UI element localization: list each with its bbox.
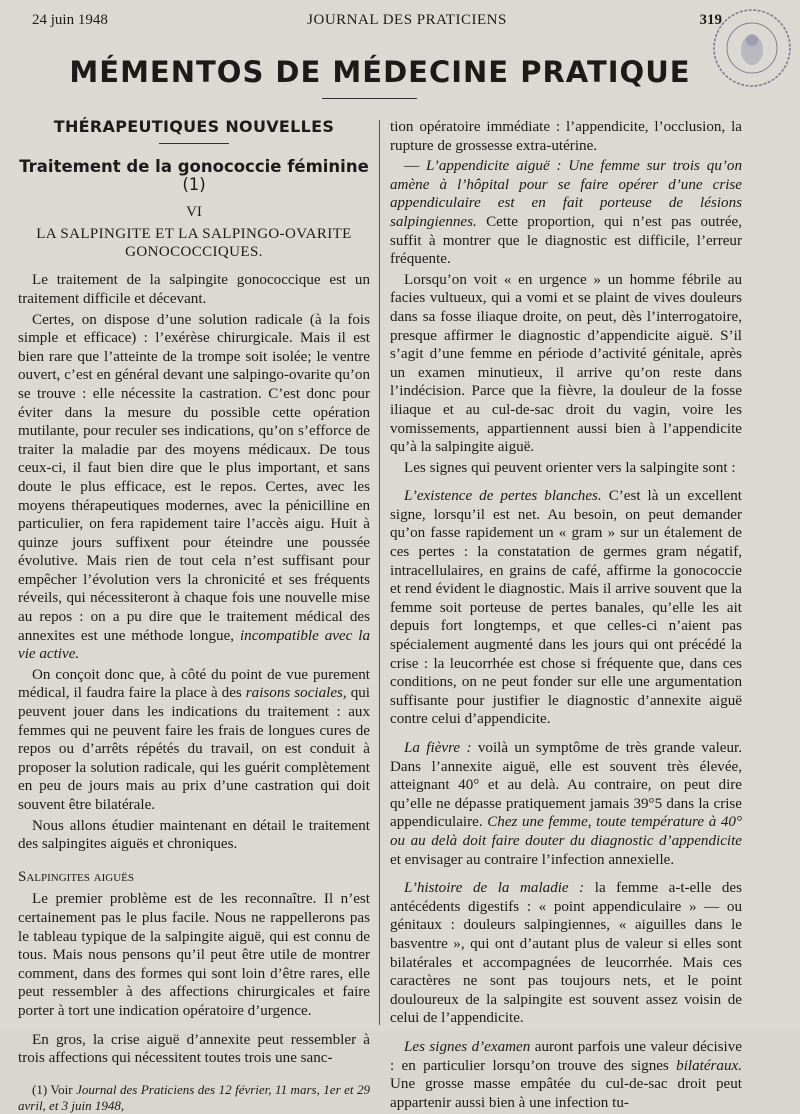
emphasis: Les signes d’examen bbox=[404, 1038, 531, 1055]
left-column bbox=[18, 118, 370, 1114]
section-heading: THÉRAPEUTIQUES NOUVELLES bbox=[53, 117, 335, 136]
paragraph: La fièvre : voilà un symptôme de très grande valeur. Dans l’annexite aiguë, elle est souvent très élevée, atteignant 40° et au delà. Au contraire, on peut dire qu’elle ne dépasse pratiquement jamais 39°5 dans la crise appendiculaire. Chez une femme, toute température à 40° ou au delà doit faire douter du diagnostic d’appendicite et envisager au contraire l’infection annexielle. bbox=[390, 740, 742, 868]
article-title bbox=[18, 158, 370, 195]
paragraph: Nous allons étudier maintenant en détail le traitement des salpingites aiguës et chroniques. bbox=[18, 817, 370, 853]
emphasis: La fièvre : bbox=[404, 740, 472, 756]
paragraph: Lorsqu’on voit « en urgence » un homme fébrile au facies vultueux, qui a vomi et se plaint de vives douleurs dans sa fosse iliaque droite, on peut, dès l’interrogatoire, presque affirmer le diagnostic d’appendicite aiguë. S’il s’agit d’une femme en période d’activité génitale, après un examen minutieux, il arrive qu’on reste dans l’indécision. Parce que la fièvre, la douleur de la fosse iliaque et au cul-de-sac droit du vagin, voire les vomissements, appartiennent aussi bien à l’appendicite qu’à la salpingite aiguë. bbox=[390, 271, 742, 456]
paragraph: Les signes qui peuvent orienter vers la salpingite sont : bbox=[404, 459, 736, 476]
title-rule bbox=[322, 98, 417, 99]
running-head bbox=[32, 12, 782, 34]
paragraph: Le premier problème est de les reconnaître. Il n’est certainement pas le plus facile. Nous ne rappellerons pas le tableau typique de la salpingite aiguë, qui est connu de tous. Mais nous pensons qu’il peut être utile de montrer comment, dans des formes qui sont loin d’être rares, elle peut ressembler à des affections chirurgicales et faire porter à tort une indication opératoire d’urgence. bbox=[18, 891, 370, 1019]
chapter-number: VI bbox=[186, 203, 202, 220]
paragraph: L’existence de pertes blanches. C’est là un excellent signe, lorsqu’il est net. Au besoin, on peut demander qu’on fasse rapidement un « gram » sur un étalement de ces pertes : la constatation de germes gram négatif, intracellulaires, en grains de café, affirme la gonococcie et rend évident le diagnostic. Mais il arrive souvent que la femme soit porteuse de pertes banales, qu’elle les ait depuis fort longtemps, et que celles-ci n’aient pas spécialement augmenté dans les jours qui ont précédé la crise : la leucorrhée est chose si fréquente que, dans ces conditions, on ne peut fonder sur elle une argumentation suffisante pour justifier le diagnostic d’annexite aiguë contre celui d’appendicite. bbox=[390, 488, 742, 728]
article-title-text: Traitement de la gonococcie féminine bbox=[19, 156, 369, 176]
paragraph: Certes, on dispose d’une solution radicale (à la fois simple et efficace) : l’exérèse chirurgicale. Mais il est bien rare que l’atteinte de la trompe soit isolée; le ventre ouvert, c’est en général devant une salpingo-ovarite qu’on se trouve : elle nécessite la castration. C’est donc pour éviter dans la mesure du possible cette opération mutilante, pour reculer ses indications, qu’on s’efforce de traiter la maladie par des moyens médicaux. De tous ceux-ci, il faut bien dire que le plus important, et sans doute le plus efficace, est le repos. Certes, avec les moyens thérapeutiques modernes, avec la pénicilline en particulier, on fera rapidement taire l’accès aigu. Huit à quinze jours suffixent pour éteindre une poussée évolutive. Mais rien de tout cela n’est suffisant pour empêcher l’évolution vers la chronicité et ses fréquents réveils, qui nécessiteront à chaque fois une nouvelle mise au repos : on a pu dire que le traitement médical des annexites est une méthode longue, incompatible avec la vie active. bbox=[18, 311, 370, 663]
section-rule bbox=[159, 143, 229, 144]
paragraph: L’histoire de la maladie : la femme a-t-elle des antécédents digestifs : « point appendiculaire » — ou génitaux : douleurs salpingiennes, « aiguilles dans le basventre », qui ont d’autant plus de valeur si elles sont bilatérales et accompagnées de leucorrhée. Mais ces caractères ne sont pas toujours nets, et le point douloureux de la salpingite est souvent assez voisin de celui de l’appendicite. bbox=[390, 880, 742, 1027]
emphasis: bilatéraux. bbox=[676, 1057, 742, 1074]
emphasis: L’histoire de la maladie : bbox=[404, 880, 585, 897]
column-divider bbox=[379, 120, 380, 1025]
paragraph: Le traitement de la salpingite gonococcique est un traitement difficile et décevant. bbox=[18, 272, 370, 307]
footnote: (1) Voir Journal des Praticiens des 12 février, 11 mars, 1er et 29 avril, et 3 juin 1948, bbox=[18, 1081, 371, 1113]
chapter-title: LA SALPINGITE ET LA SALPINGO-OVARITE GONOCOCCIQUES. bbox=[36, 226, 352, 261]
page-number: 319 bbox=[699, 12, 722, 28]
emphasis: L’existence de pertes blanches. bbox=[404, 488, 602, 505]
main-title: MÉMENTOS DE MÉDECINE PRATIQUE bbox=[69, 55, 691, 89]
subheading: Salpingites aiguës bbox=[18, 868, 134, 885]
paragraph: En gros, la crise aiguë d’annexite peut ressembler à trois affections qui nécessitent toutes trois une sanc- bbox=[18, 1031, 370, 1067]
emphasis: incompatible avec la vie active. bbox=[18, 627, 370, 663]
issue-date: 24 juin 1948 bbox=[32, 12, 108, 28]
journal-name: JOURNAL DES PRATICIENS bbox=[307, 12, 507, 28]
paragraph: — L’appendicite aiguë : Une femme sur trois qu’on amène à l’hôpital pour se faire opérer d’une crise appendiculaire est en fait porteuse de lésions salpingiennes. Cette proportion, qui n’est pas outrée, suffit à montrer que le diagnostic est difficile, l’erreur fréquente. bbox=[390, 158, 743, 268]
paragraph: tion opératoire immédiate : l’appendicite, l’occlusion, la rupture de grossesse extra-utérine. bbox=[390, 119, 742, 154]
paragraph: On conçoit donc que, à côté du point de vue purement médical, il faudra faire la place à des raisons sociales, qui peuvent jouer dans les indications du traitement : aux femmes qui ne peuvent faire les frais de longues cures de repos ou d’arrêts répétés du travail, on est conduit à proposer la solution radicale, qui les guérit complètement en peu de jours mais au prix d’une castration qui doit souvent être bilatérale. bbox=[18, 666, 370, 813]
paragraph: Les signes d’examen auront parfois une valeur décisive : en particulier lorsqu’on trouve des signes bilatéraux. Une grosse masse empâtée du cul-de-sac droit peut appartenir aussi bien à une infection tu- bbox=[390, 1038, 742, 1111]
emphasis: Chez une femme, toute température à 40° ou au delà doit faire douter du diagnostic d’appendicite bbox=[390, 814, 742, 849]
article-footnote-ref: (1) bbox=[182, 175, 206, 195]
emphasis: raisons sociales, bbox=[245, 685, 347, 702]
right-column bbox=[390, 118, 742, 1112]
emphasis: L’appendicite aiguë : Une femme sur trois qu’on amène à l’hôpital pour se faire opérer d’une crise appendiculaire est en fait porteuse de lésions salpingiennes. bbox=[390, 158, 743, 230]
